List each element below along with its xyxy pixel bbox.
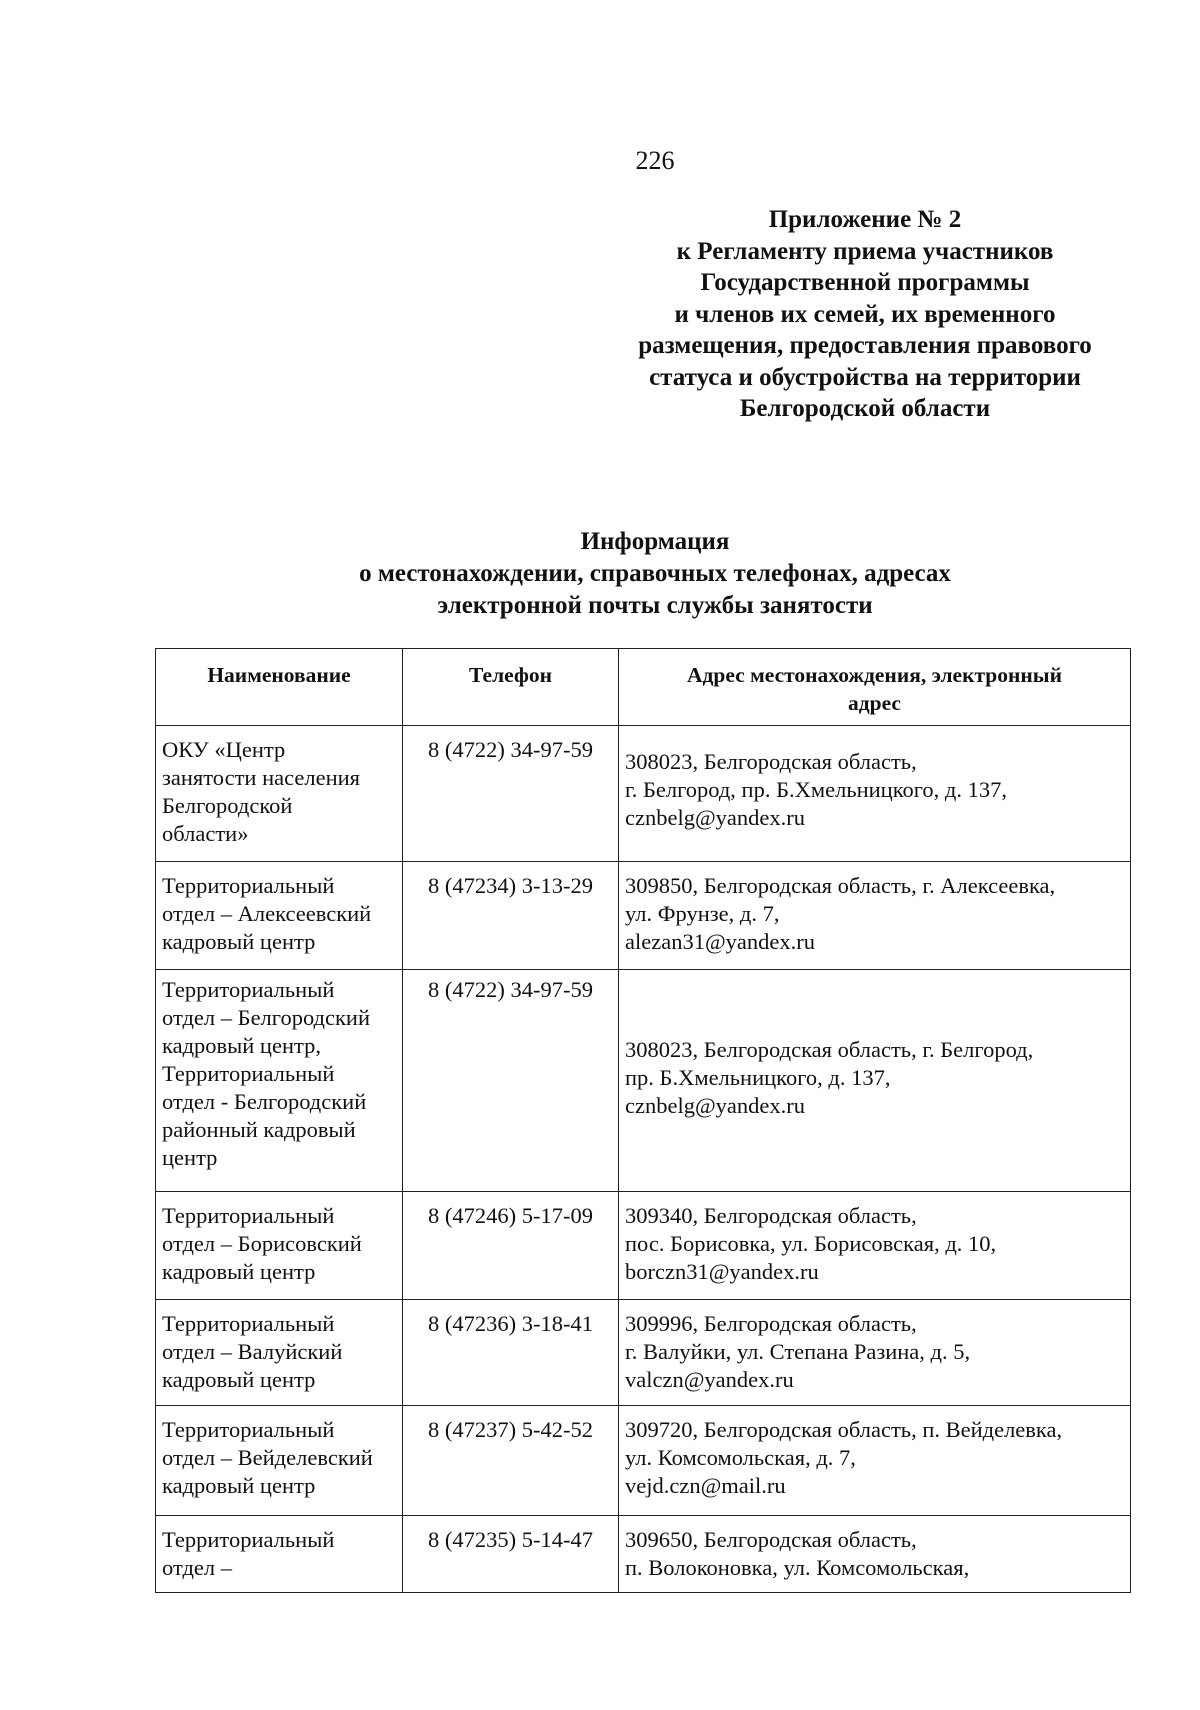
- heading-line: о местонахождении, справочных телефонах, адресах: [359, 560, 951, 587]
- appendix-line: Государственной программы: [700, 269, 1030, 296]
- cell-phone: 8 (47246) 5-17-09: [403, 1192, 619, 1300]
- name-line: отдел – Борисовский: [162, 1231, 362, 1256]
- name-line: Территориальный: [162, 977, 335, 1002]
- name-line: кадровый центр: [162, 1473, 316, 1498]
- info-heading: [0, 526, 1200, 622]
- cell-address: [619, 1516, 1131, 1593]
- name-line: Территориальный: [162, 1527, 335, 1552]
- cell-name: [156, 1192, 403, 1300]
- address-line: valczn@yandex.ru: [625, 1367, 794, 1392]
- cell-address: [619, 1406, 1131, 1516]
- cell-phone: 8 (47234) 3-13-29: [403, 862, 619, 970]
- name-line: кадровый центр: [162, 1367, 316, 1392]
- name-line: кадровый центр: [162, 929, 316, 954]
- name-line: кадровый центр: [162, 1259, 316, 1284]
- appendix-line: статуса и обустройства на территории: [649, 363, 1081, 391]
- name-line: Территориальный: [162, 1417, 335, 1442]
- appendix-line: размещения, предоставления правового: [638, 332, 1092, 359]
- cell-name: [156, 970, 403, 1192]
- table-row: [156, 1516, 1131, 1593]
- address-line: г. Белгород, пр. Б.Хмельницкого, д. 137,: [625, 777, 1007, 802]
- header-name: Наименование: [156, 649, 403, 726]
- name-line: отдел – Алексеевский: [162, 901, 372, 926]
- name-line: отдел – Вейделевский: [162, 1445, 373, 1470]
- appendix-line: Приложение № 2: [768, 206, 962, 233]
- table-row: [156, 970, 1131, 1192]
- name-line: Белгородской: [162, 793, 293, 818]
- cell-address: [619, 862, 1131, 970]
- cell-name: [156, 1406, 403, 1516]
- address-line: пр. Б.Хмельницкого, д. 137,: [625, 1065, 891, 1090]
- table-row: [156, 862, 1131, 970]
- name-line: отдел – Белгородский: [162, 1005, 371, 1030]
- table-row: [156, 1192, 1131, 1300]
- name-line: области»: [162, 821, 249, 846]
- name-line: Территориальный: [162, 1203, 335, 1228]
- cell-name: [156, 1516, 403, 1593]
- name-line: занятости населения: [162, 765, 361, 790]
- address-line: ул. Комсомольская, д. 7,: [625, 1445, 856, 1470]
- page-number: 226: [635, 146, 675, 175]
- header-phone: Телефон: [403, 649, 619, 726]
- address-line: alezan31@yandex.ru: [625, 929, 816, 954]
- address-line: ул. Фрунзе, д. 7,: [625, 901, 780, 926]
- cell-name: [156, 1300, 403, 1406]
- cell-phone: 8 (4722) 34-97-59: [403, 970, 619, 1192]
- name-line: Территориальный: [162, 1061, 335, 1086]
- name-line: ОКУ «Центр: [162, 737, 286, 762]
- table-header-row: [156, 649, 1131, 726]
- address-line: borczn31@yandex.ru: [625, 1259, 819, 1284]
- address-line: 309720, Белгородская область, п. Вейделевка,: [625, 1417, 1063, 1442]
- cell-address: [619, 1192, 1131, 1300]
- name-line: районный кадровый: [162, 1117, 356, 1142]
- address-line: 309996, Белгородская область,: [625, 1311, 917, 1336]
- address-line: 309850, Белгородская область, г. Алексеевка,: [625, 873, 1056, 898]
- table-row: [156, 1300, 1131, 1406]
- name-line: Территориальный: [162, 1311, 335, 1336]
- name-line: отдел – Валуйский: [162, 1339, 343, 1364]
- header-address-line: Адрес местонахождения, электронный: [687, 663, 1062, 687]
- cell-phone: 8 (47235) 5-14-47: [403, 1516, 619, 1593]
- cell-address: [619, 726, 1131, 862]
- address-line: г. Валуйки, ул. Степана Разина, д. 5,: [625, 1339, 971, 1364]
- name-line: отдел - Белгородский: [162, 1089, 367, 1114]
- header-address-line: адрес: [848, 691, 901, 715]
- cell-phone: 8 (47237) 5-42-52: [403, 1406, 619, 1516]
- heading-line: Информация: [580, 528, 730, 555]
- address-line: 309340, Белгородская область,: [625, 1203, 917, 1228]
- address-line: пос. Борисовка, ул. Борисовская, д. 10,: [625, 1231, 997, 1256]
- name-line: отдел –: [162, 1555, 233, 1580]
- name-line: центр: [162, 1145, 218, 1170]
- address-line: 308023, Белгородская область, г. Белгород,: [625, 1037, 1034, 1062]
- employment-service-table: [155, 648, 1131, 1593]
- appendix-line: и членов их семей, их временного: [674, 300, 1056, 328]
- address-line: 308023, Белгородская область,: [625, 749, 917, 774]
- cell-phone: 8 (47236) 3-18-41: [403, 1300, 619, 1406]
- address-line: cznbelg@yandex.ru: [625, 1093, 806, 1118]
- heading-line: электронной почты службы занятости: [437, 592, 873, 619]
- cell-name: [156, 862, 403, 970]
- cell-address: [619, 1300, 1131, 1406]
- appendix-title: [600, 204, 1130, 425]
- header-address: [619, 649, 1131, 726]
- table-row: [156, 726, 1131, 862]
- address-line: vejd.czn@mail.ru: [625, 1473, 786, 1498]
- name-line: Территориальный: [162, 873, 335, 898]
- table-row: [156, 1406, 1131, 1516]
- appendix-line: Белгородской области: [739, 395, 991, 422]
- name-line: кадровый центр,: [162, 1033, 321, 1058]
- address-line: 309650, Белгородская область,: [625, 1527, 917, 1552]
- cell-address: [619, 970, 1131, 1192]
- appendix-line: к Регламенту приема участников: [676, 237, 1054, 265]
- cell-phone: 8 (4722) 34-97-59: [403, 726, 619, 862]
- address-line: cznbelg@yandex.ru: [625, 805, 806, 830]
- address-line: п. Волоконовка, ул. Комсомольская,: [625, 1555, 970, 1580]
- cell-name: [156, 726, 403, 862]
